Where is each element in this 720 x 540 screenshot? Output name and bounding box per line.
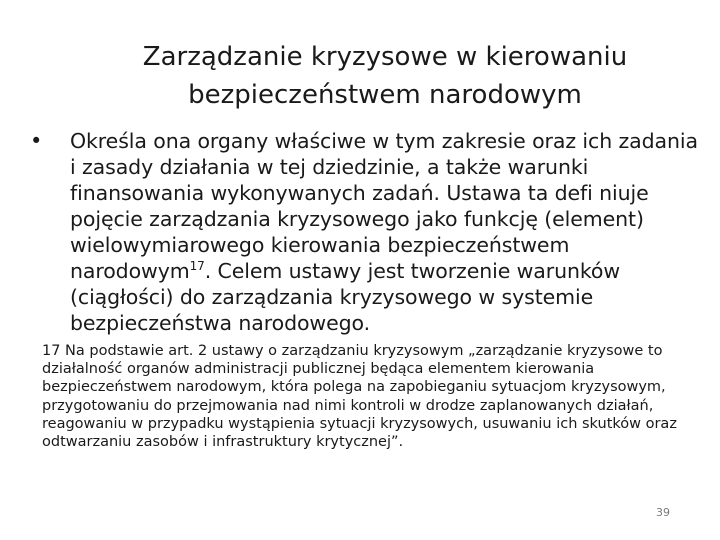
slide-title-line-2: bezpieczeństwem narodowym: [188, 80, 582, 110]
slide-title-line-1: Zarządzanie kryzysowe w kierowaniu: [142, 42, 628, 72]
bullet-text-main: Określa ona organy właściwe w tym zakresie oraz ich zadania i zasady działania w tej dziedzinie, a także warunki finansowania wykonywanych zadań. Ustawa ta defi niuje pojęcie zarządzania kryzysowego jako funkcję (element) wielowymiarowego kierowania bezpieczeństwem narodowym: [70, 129, 698, 283]
bullet-text: [70, 128, 700, 336]
slide-title: [80, 38, 690, 114]
bullet-text-continued: . Celem ustawy jest tworzenie warunków (ciągłości) do zarządzania kryzysowego w systemie bezpieczeństwa narodowego.: [70, 259, 621, 335]
footnote: 17 Na podstawie art. 2 ustawy o zarządzaniu kryzysowym „zarządzanie kryzysowe to działalność organów administracji publicznej będąca elementem kierowania bezpieczeństwem narodowym, która polega na zapobieganiu sytuacjom kryzysowym, przygotowaniu do przejmowania nad nimi kontroli w drodze zaplanowanych działań, reagowaniu w przypadku wystąpienia sytuacji kryzysowych, usuwaniu ich skutków oraz odtwarzaniu zasobów i infrastruktury krytycznej”.: [42, 343, 677, 451]
footnote-reference: 17: [189, 259, 205, 273]
page-number: 39: [656, 506, 670, 519]
bullet-marker: •: [30, 129, 43, 153]
bullet-item: [30, 128, 700, 336]
